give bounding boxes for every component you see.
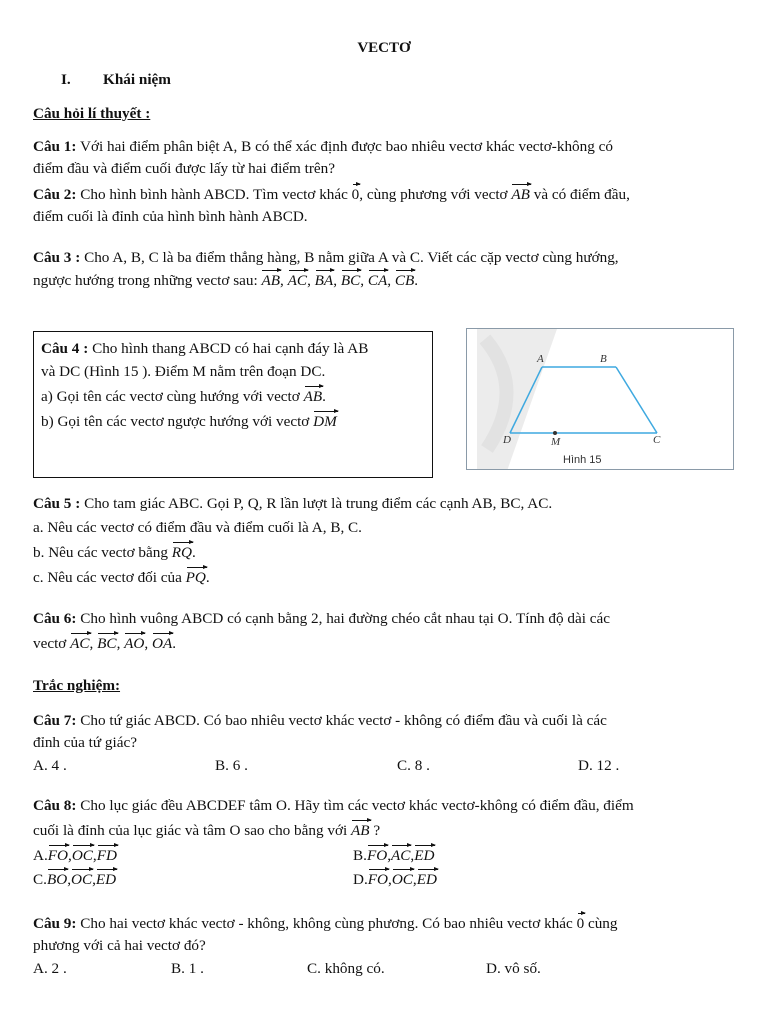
question-2-text-b: , cùng phương với vectơ: [359, 186, 508, 203]
question-9-line2: phương với cả hai vectơ đó?: [33, 937, 206, 954]
question-7-option-a[interactable]: A. 4 .: [33, 757, 67, 774]
question-6-line2: vectơ AC, BC, AO, OA.: [33, 635, 177, 652]
question-5-part-b: b. Nêu các vectơ bằng RQ.: [33, 544, 196, 561]
question-3-line1: Cho A, B, C là ba điểm thẳng hàng, B nằm giữa A và C. Viết các cặp vectơ cùng hướng,: [84, 249, 619, 266]
option-letter: B.: [353, 847, 367, 864]
question-7-line2: đỉnh của tứ giác?: [33, 734, 137, 751]
document-title: VECTƠ: [357, 40, 411, 56]
vector: OA: [152, 635, 173, 652]
question-8-option-c[interactable]: C.BO,OC,ED: [33, 871, 117, 888]
vector: AC: [287, 272, 308, 289]
section-title: Khái niệm: [103, 71, 171, 88]
question-1-label: Câu 1:: [33, 138, 77, 155]
question-4-part-b-text: b) Gọi tên các vectơ ngược hướng với vectơ: [41, 413, 310, 430]
section-number: I.: [61, 71, 71, 88]
vector-dm: DM: [313, 413, 337, 430]
question-7-line1: Cho tứ giác ABCD. Có bao nhiêu vectơ khác vectơ - không có điểm đầu và cuối là các: [80, 712, 607, 729]
mcq-heading: Trắc nghiệm:: [33, 677, 121, 694]
question-4-part-a-text: a) Gọi tên các vectơ cùng hướng với vectơ: [41, 388, 300, 405]
vector: AC: [390, 847, 411, 864]
vector-ab: AB: [351, 822, 370, 839]
question-8-option-d[interactable]: D.FO,OC,ED: [353, 871, 437, 888]
vector: CA: [367, 272, 388, 289]
question-4-box: [33, 331, 433, 478]
question-9-line1: Cho hai vectơ khác vectơ - không, không cùng phương. Có bao nhiêu vectơ khác: [80, 915, 573, 932]
vector-ab: AB: [511, 186, 530, 203]
question-9-option-a[interactable]: A. 2 .: [33, 960, 67, 977]
theory-heading: Câu hỏi lí thuyết :: [33, 105, 151, 122]
label-d: D: [503, 434, 511, 446]
vector: BO: [46, 871, 68, 888]
question-9-option-d[interactable]: D. vô số.: [486, 960, 541, 977]
question-4-part-b: [41, 412, 337, 432]
question-1-line2: điểm đầu và điểm cuối được lấy từ hai điểm trên?: [33, 160, 335, 177]
label-b: B: [600, 353, 607, 365]
vector: OC: [70, 871, 93, 888]
question-3: [33, 248, 619, 268]
question-3-line2-text: ngược hướng trong những vectơ sau:: [33, 272, 258, 289]
question-4-line2: và DC (Hình 15 ). Điểm M nằm trên đoạn DC.: [41, 363, 326, 380]
question-8: [33, 796, 634, 816]
question-2-label: Câu 2:: [33, 186, 77, 203]
question-8-option-a[interactable]: A.FO,OC,FD: [33, 847, 117, 864]
question-5-part-c: c. Nêu các vectơ đối của PQ.: [33, 569, 210, 586]
question-5: [33, 494, 552, 514]
zero-vector: 0: [351, 186, 360, 203]
vector-ab: AB: [303, 388, 323, 405]
question-3-line2: ngược hướng trong những vectơ sau: AB, AC, BA, BC, CA, CB.: [33, 272, 419, 289]
question-9-option-b[interactable]: B. 1 .: [171, 960, 204, 977]
vector: ED: [95, 871, 117, 888]
question-2-text: Cho hình bình hành ABCD. Tìm vectơ khác: [80, 186, 348, 203]
vector: AO: [124, 635, 145, 652]
question-7-option-c[interactable]: C. 8 .: [397, 757, 430, 774]
vector: OC: [71, 847, 93, 864]
question-1: [33, 137, 613, 157]
vector: ED: [414, 847, 435, 864]
option-letter: C.: [33, 871, 47, 888]
zero-vector: 0: [576, 915, 585, 932]
vector: BC: [97, 635, 117, 652]
vector: ED: [416, 871, 437, 888]
label-a: A: [537, 353, 544, 365]
vector: BC: [340, 272, 361, 289]
question-2-line2: điểm cuối là đỉnh của hình bình hành ABCD.: [33, 208, 308, 225]
vector: FD: [96, 847, 117, 864]
label-c: C: [653, 434, 661, 446]
trapezoid-diagram: [467, 329, 734, 470]
question-2-text-c: và có điểm đầu,: [533, 186, 630, 203]
question-5-part-c-text: c. Nêu các vectơ đối của: [33, 569, 182, 586]
question-7: [33, 711, 607, 731]
vector: FO: [366, 847, 388, 864]
vector: BA: [314, 272, 334, 289]
question-9-option-c[interactable]: C. không có.: [307, 960, 385, 977]
question-8-line2: cuối là đỉnh của lục giác và tâm O sao cho bằng với AB ?: [33, 822, 381, 839]
question-7-label: Câu 7:: [33, 712, 77, 729]
question-5-label: Câu 5 :: [33, 495, 81, 512]
question-6-label: Câu 6:: [33, 610, 77, 627]
question-7-option-b[interactable]: B. 6 .: [215, 757, 248, 774]
edge-bc: [616, 367, 657, 433]
question-9-line1-end: cùng: [587, 915, 618, 932]
vector: FO: [47, 847, 69, 864]
option-letter: A.: [33, 847, 48, 864]
question-4-line1: Cho hình thang ABCD có hai cạnh đáy là AB: [92, 340, 369, 357]
question-3-label: Câu 3 :: [33, 249, 81, 266]
question-6: [33, 609, 610, 629]
label-m: M: [551, 436, 561, 448]
figure-trapezoid: [466, 328, 734, 470]
vector-pq: PQ: [185, 569, 206, 586]
vector-rq: RQ: [171, 544, 192, 561]
question-8-line1: Cho lục giác đều ABCDEF tâm O. Hãy tìm các vectơ khác vectơ-không có điểm đầu, điểm: [80, 797, 634, 814]
question-4: [41, 339, 368, 359]
question-8-option-b[interactable]: B.FO,AC,ED: [353, 847, 435, 864]
question-6-line1: Cho hình vuông ABCD có cạnh bằng 2, hai đường chéo cắt nhau tại O. Tính độ dài các: [80, 610, 610, 627]
question-9-label: Câu 9:: [33, 915, 77, 932]
question-7-option-d[interactable]: D. 12 .: [578, 757, 620, 774]
vector: FO: [367, 871, 389, 888]
question-1-line1: Với hai điểm phân biệt A, B có thể xác định được bao nhiêu vectơ khác vectơ-không có: [80, 138, 613, 155]
vector: AB: [261, 272, 281, 289]
vector: AC: [70, 635, 90, 652]
question-5-part-b-text: b. Nêu các vectơ bằng: [33, 544, 168, 561]
vector: CB: [394, 272, 415, 289]
option-letter: D.: [353, 871, 368, 888]
question-5-line1: Cho tam giác ABC. Gọi P, Q, R lần lượt là trung điểm các cạnh AB, BC, AC.: [84, 495, 553, 512]
question-4-part-a: a) Gọi tên các vectơ cùng hướng với vectơ AB.: [41, 388, 326, 405]
question-9: [33, 914, 617, 934]
point-m: [553, 431, 557, 435]
question-8-label: Câu 8:: [33, 797, 77, 814]
question-5-part-a: a. Nêu các vectơ có điểm đầu và điểm cuối là A, B, C.: [33, 519, 362, 536]
question-4-label: Câu 4 :: [41, 340, 89, 357]
figure-caption: Hình 15: [563, 454, 602, 466]
question-8-line2-text: cuối là đỉnh của lục giác và tâm O sao cho bằng với: [33, 822, 348, 839]
question-6-line2-text: vectơ: [33, 635, 67, 652]
question-2: [33, 185, 630, 205]
vector: OC: [391, 871, 413, 888]
